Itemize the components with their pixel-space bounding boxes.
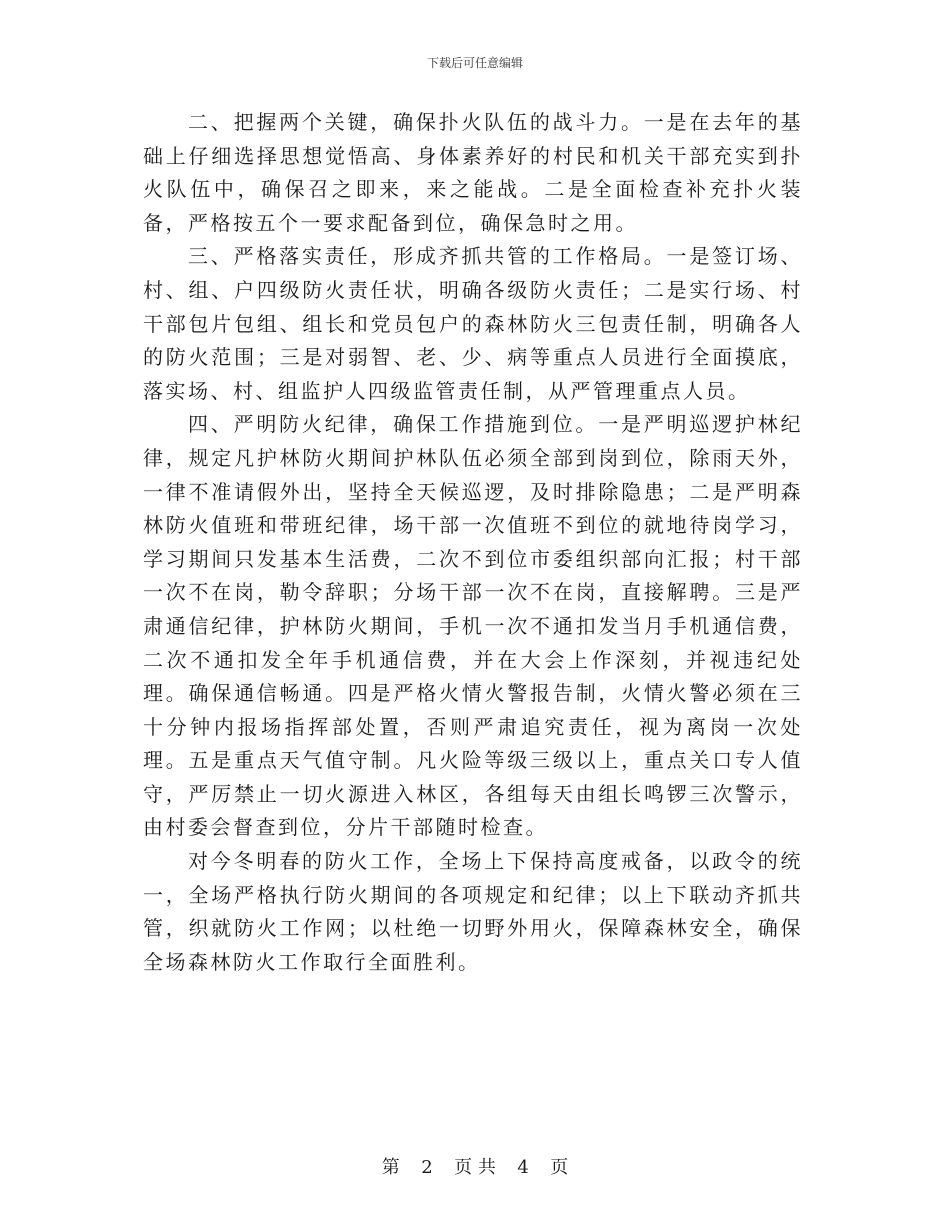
header-note: 下载后可任意编辑 bbox=[426, 56, 523, 70]
footer-middle: 页 共 bbox=[454, 1157, 496, 1178]
footer-prefix: 第 bbox=[381, 1157, 400, 1178]
paragraph-conclusion: 对今冬明春的防火工作，全场上下保持高度戒备，以政令的统一，全场严格执行防火期间的各项规定和纪律；以上下联动齐抓共管，织就防火工作网；以杜绝一切野外用火，保障森林安全，确保全场森林防火工作取行全面胜利。 bbox=[143, 849, 803, 974]
footer-current-page: 2 bbox=[421, 1157, 433, 1178]
footer-suffix: 页 bbox=[550, 1157, 569, 1178]
body-text bbox=[143, 106, 803, 979]
paragraph-4: 四、严明防火纪律，确保工作措施到位。一是严明巡逻护林纪律，规定凡护林防火期间护林队伍必须全部到岗到位，除雨天外，一律不准请假外出，坚持全天候巡逻，及时排除隐患；二是严明森林防火值班和带班纪律，场干部一次值班不到位的就地待岗学习，学习期间只发基本生活费，二次不到位市委组织部向汇报；村干部一次不在岗，勒令辞职；分场干部一次不在岗，直接解聘。三是严肃通信纪律，护林防火期间，手机一次不通扣发当月手机通信费，二次不通扣发全年手机通信费，并在大会上作深刻，并视违纪处理。确保通信畅通。四是严格火情火警报告制，火情火警必须在三十分钟内报场指挥部处置，否则严肃追究责任，视为离岗一次处理。五是重点天气值守制。凡火险等级三级以上，重点关口专人值守，严厉禁止一切火源进入林区，各组每天由组长鸣锣三次警示，由村委会督查到位，分片干部随时检查。 bbox=[143, 412, 803, 840]
page-footer bbox=[0, 1153, 950, 1179]
footer-total-pages: 4 bbox=[517, 1157, 529, 1178]
paragraph-3: 三、严格落实责任，形成齐抓共管的工作格局。一是签订场、村、组、户四级防火责任状，明确各级防火责任；二是实行场、村干部包片包组、组长和党员包户的森林防火三包责任制，明确各人的防火范围；三是对弱智、老、少、病等重点人员进行全面摸底，落实场、村、组监护人四级监管责任制，从严管理重点人员。 bbox=[143, 244, 803, 403]
paragraph-2: 二、把握两个关键，确保扑火队伍的战斗力。一是在去年的基础上仔细选择思想觉悟高、身体素养好的村民和机关干部充实到扑火队伍中，确保召之即来，来之能战。二是全面检查补充扑火装备，严格按五个一要求配备到位，确保急时之用。 bbox=[143, 110, 803, 235]
